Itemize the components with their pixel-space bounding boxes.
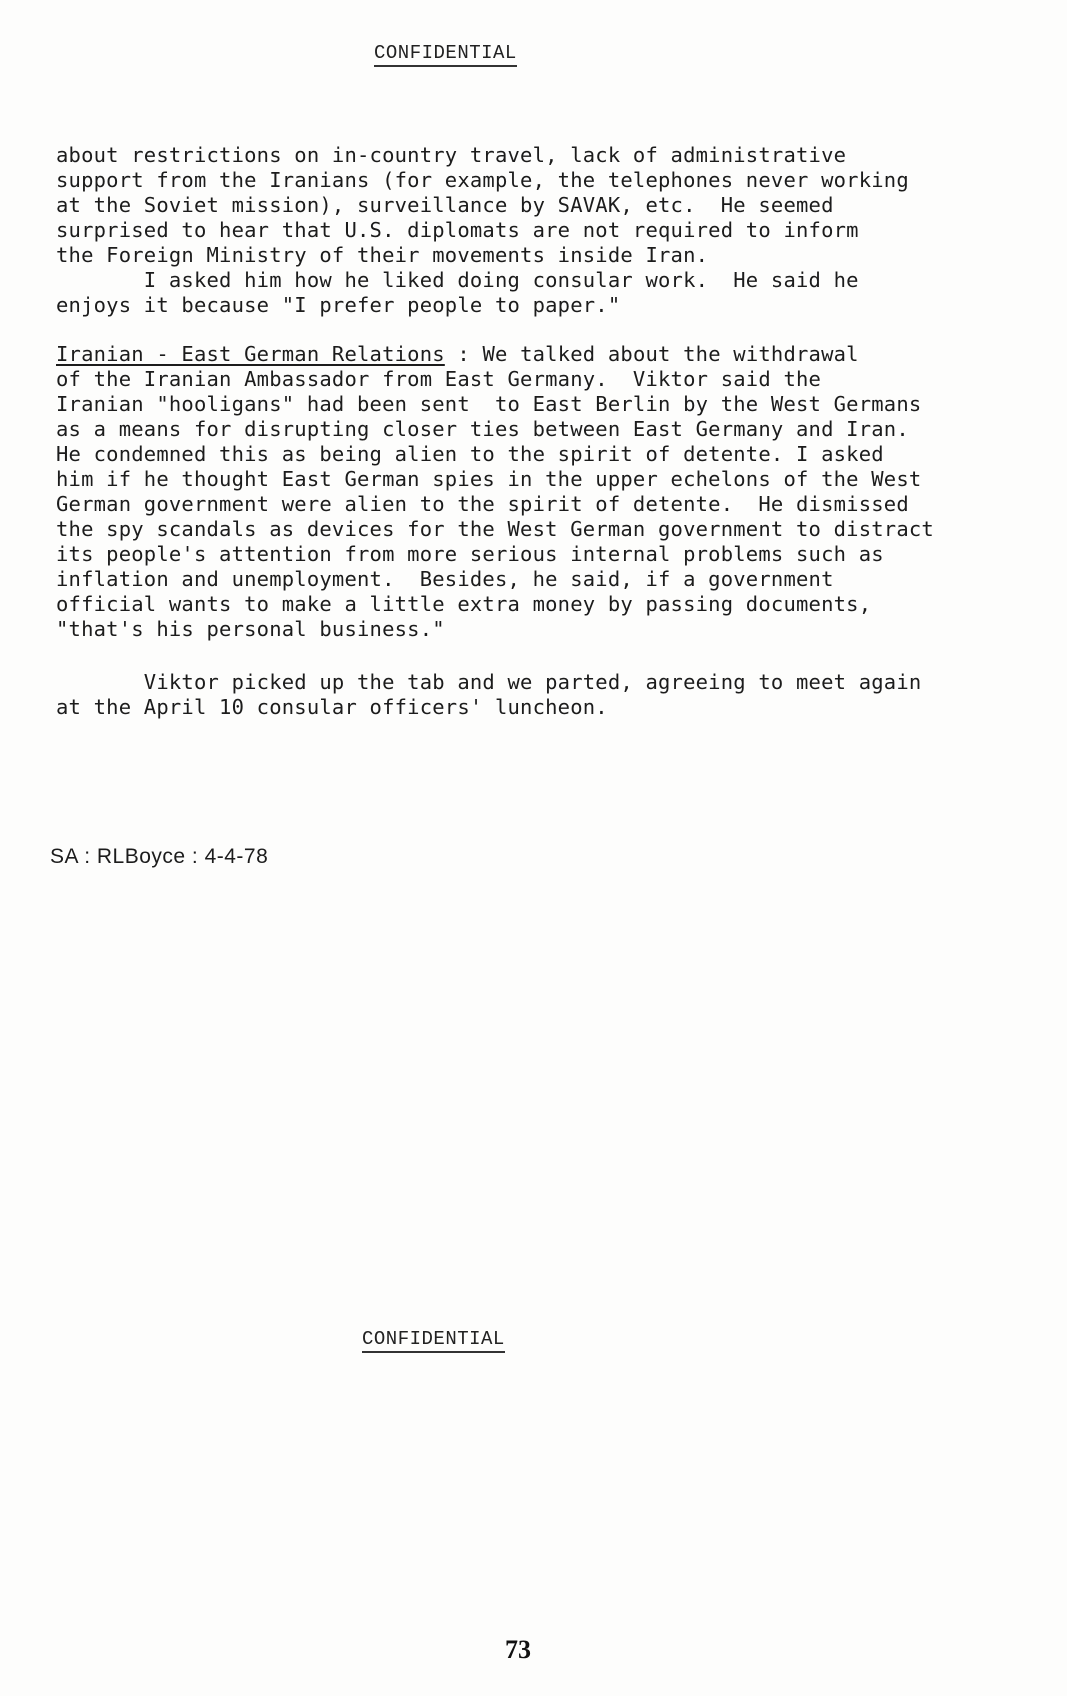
text-line: Iranian "hooligans" had been sent to East Berlin by the West Germans	[56, 392, 922, 416]
text-line: at the April 10 consular officers' luncheon.	[56, 695, 608, 719]
text-line: support from the Iranians (for example, the telephones never working	[56, 168, 909, 192]
paragraph-parting	[56, 670, 1016, 720]
text-line: the Foreign Ministry of their movements inside Iran.	[56, 243, 709, 267]
text-line: official wants to make a little extra money by passing documents,	[56, 592, 872, 616]
subject-heading: Iranian - East German Relations	[56, 342, 445, 366]
text-line: I asked him how he liked doing consular work. He said he	[56, 268, 859, 292]
text-line: Viktor picked up the tab and we parted, agreeing to meet again	[56, 670, 922, 694]
classification-header: CONFIDENTIAL	[374, 44, 517, 67]
paragraph-iranian-east-german-relations	[56, 342, 1016, 642]
text-line: : We talked about the withdrawal	[444, 342, 859, 366]
text-line: him if he thought East German spies in the upper echelons of the West	[56, 467, 922, 491]
text-line: "that's his personal business."	[56, 617, 445, 641]
text-line: German government were alien to the spirit of detente. He dismissed	[56, 492, 909, 516]
text-line: as a means for disrupting closer ties between East Germany and Iran.	[56, 417, 909, 441]
text-line: about restrictions on in-country travel, lack of administrative	[56, 143, 847, 167]
text-line: at the Soviet mission), surveillance by SAVAK, etc. He seemed	[56, 193, 834, 217]
classification-footer: CONFIDENTIAL	[362, 1330, 505, 1353]
text-line: inflation and unemployment. Besides, he said, if a government	[56, 567, 834, 591]
signature-line: SA : RLBoyce : 4-4-78	[50, 845, 269, 868]
text-line: its people's attention from more serious internal problems such as	[56, 542, 884, 566]
text-line: the spy scandals as devices for the West German government to distract	[56, 517, 934, 541]
text-line: of the Iranian Ambassador from East Germany. Viktor said the	[56, 367, 822, 391]
page-number: 73	[505, 1635, 531, 1664]
text-line: enjoys it because "I prefer people to paper."	[56, 293, 621, 317]
paragraph-travel-restrictions	[56, 143, 1016, 318]
text-line: surprised to hear that U.S. diplomats are not required to inform	[56, 218, 859, 242]
text-line: He condemned this as being alien to the spirit of detente. I asked	[56, 442, 884, 466]
